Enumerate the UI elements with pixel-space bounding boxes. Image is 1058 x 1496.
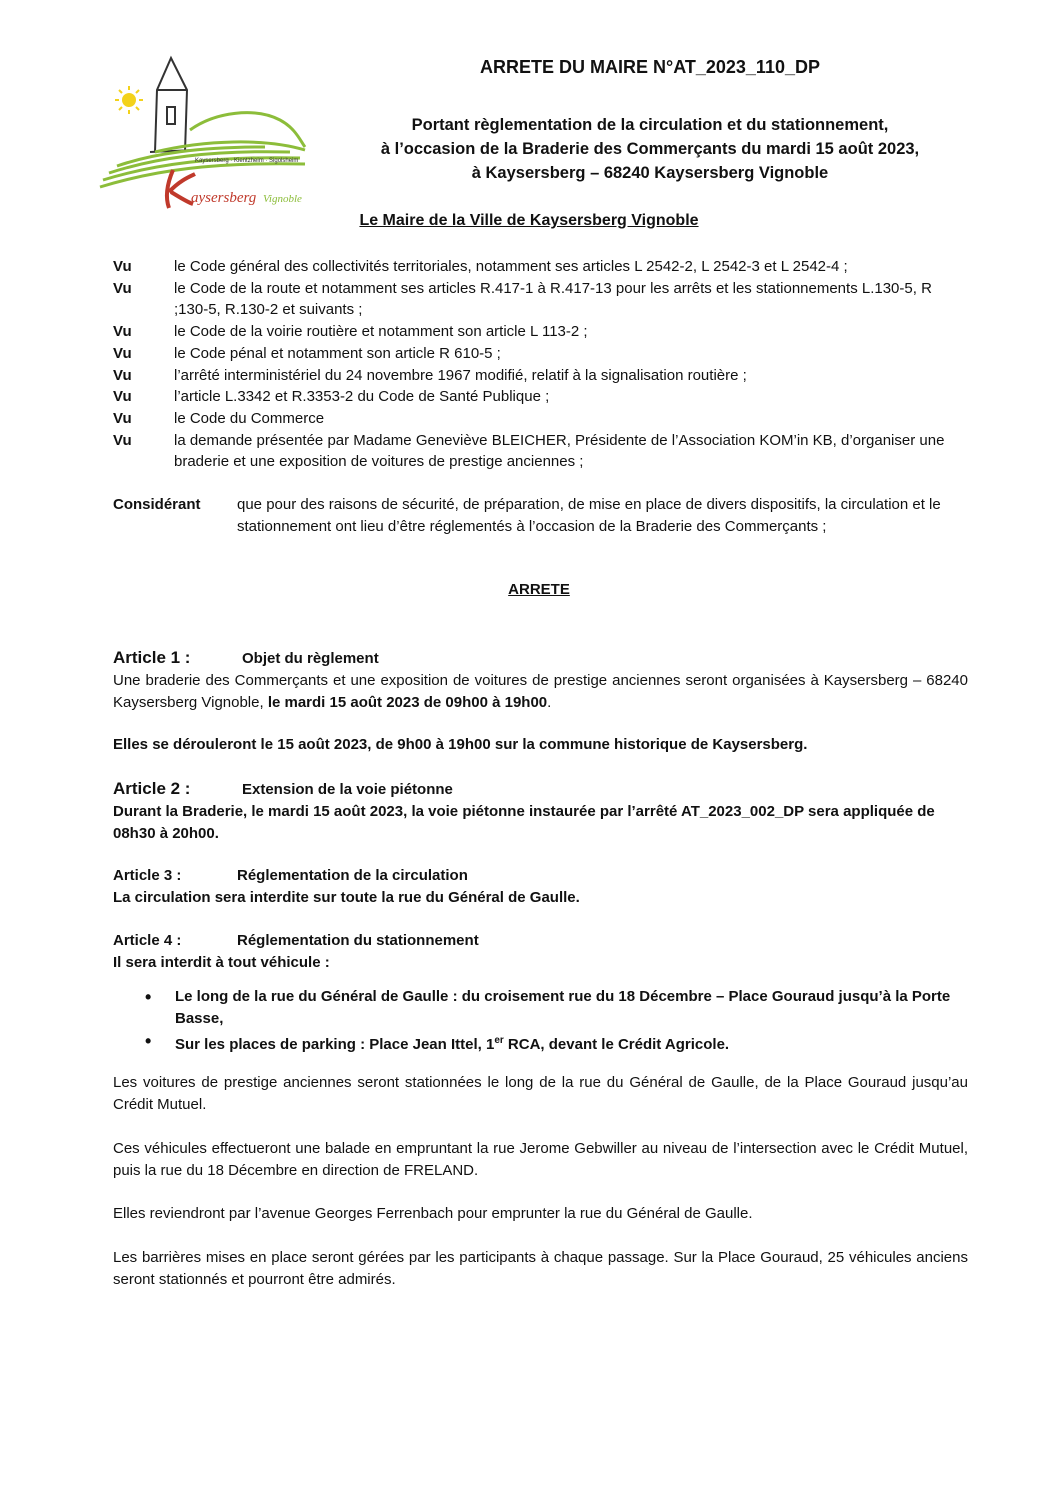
vu-list	[113, 256, 968, 473]
paragraph: Ces véhicules effectueront une balade en empruntant la rue Jerome Gebwiller au niveau de l’intersection avec le Crédit Mutuel, puis la rue du 18 Décembre en direction de FRELAND.	[113, 1140, 968, 1179]
vu-label: Vu	[113, 344, 132, 362]
article-1	[113, 647, 968, 714]
paragraph: Les barrières mises en place seront gérées par les participants à chaque passage. Sur la Place Gouraud, 25 véhicules anciens seront stationnés et pourront être admirés.	[113, 1249, 968, 1288]
article-number: Article 4 :	[113, 932, 182, 949]
vu-item	[113, 321, 968, 343]
article-title: Objet du règlement	[242, 650, 379, 667]
vu-text: l’arrêté interministériel du 24 novembre 1967 modifié, relatif à la signalisation routière ;	[174, 366, 747, 384]
article-title: Extension de la voie piétonne	[242, 781, 453, 798]
restriction-list	[113, 986, 968, 1056]
article-number: Article 1 :	[113, 648, 191, 667]
article-4	[113, 930, 968, 1056]
vu-text: le Code pénal et notamment son article R 610-5 ;	[174, 344, 501, 362]
svg-text:Vignoble: Vignoble	[263, 193, 302, 205]
list-item: • Le long de la rue du Général de Gaulle : du croisement rue du 18 Décembre – Place Gouraud jusqu’à la Porte Basse,	[113, 986, 968, 1030]
vu-item	[113, 386, 968, 408]
considerant-text: que pour des raisons de sécurité, de préparation, de mise en place de divers dispositifs, la circulation et le stationnement ont lieu d’être réglementés à l’occasion de la Braderie des Commerçants ;	[237, 496, 941, 535]
paragraph: Elles reviendront par l’avenue Georges Ferrenbach pour emprunter la rue du Général de Gaulle.	[113, 1205, 753, 1222]
vu-item	[113, 343, 968, 365]
vu-item	[113, 430, 968, 473]
decree-title: ARRETE DU MAIRE N°AT_2023_110_DP	[480, 57, 820, 77]
vu-label: Vu	[113, 409, 132, 427]
article-text: Une braderie des Commerçants et une exposition de voitures de prestige anciennes seront organisées à Kaysersberg – 68240 Kaysersberg Vignoble, le mardi 15 août 2023 de 09h00 à 19h00.	[113, 672, 968, 711]
article-text: La circulation sera interdite sur toute la rue du Général de Gaulle.	[113, 889, 580, 906]
vu-text: la demande présentée par Madame Geneviève BLEICHER, Présidente de l’Association KOM’in KB, d’organiser une braderie et une exposition de voitures de prestige anciennes ;	[174, 431, 945, 471]
kaysersberg-vignoble-logo	[95, 52, 310, 212]
article-intro: Il sera interdit à tout véhicule :	[113, 954, 330, 971]
vu-item	[113, 278, 968, 321]
article-title: Réglementation de la circulation	[237, 867, 468, 884]
article-2	[113, 778, 968, 845]
considerant	[113, 494, 968, 538]
vu-text: le Code général des collectivités territoriales, notamment ses articles L 2542-2, L 2542-3 et L 2542-4 ;	[174, 258, 848, 275]
mayor-heading: Le Maire de la Ville de Kaysersberg Vignoble	[359, 212, 699, 229]
vu-item	[113, 256, 968, 278]
subtitle-line: à l’occasion de la Braderie des Commerçants du mardi 15 août 2023,	[380, 140, 920, 158]
subtitle-line: Portant règlementation de la circulation et du stationnement,	[411, 116, 889, 134]
vu-item	[113, 408, 968, 430]
article-3	[113, 865, 968, 909]
vu-text: le Code de la route et notamment ses articles R.417-1 à R.417-13 pour les arrêts et les stationnements L.130-5, R ;130-5, R.130-2 et suivants ;	[174, 279, 932, 319]
vu-label: Vu	[113, 258, 132, 275]
vu-label: Vu	[113, 279, 132, 297]
article-text: Durant la Braderie, le mardi 15 août 2023, la voie piétonne instaurée par l’arrêté AT_2023_002_DP sera appliquée de 08h30 à 20h00.	[113, 803, 935, 842]
vu-label: Vu	[113, 323, 132, 341]
arrete-heading: ARRETE	[508, 581, 570, 598]
logo-tagline: Kaysersberg · Kientzheim · Sigolsheim	[195, 158, 299, 164]
paragraph: Les voitures de prestige anciennes seront stationnées le long de la rue du Général de Gaulle, de la Place Gouraud jusqu’au Crédit Mutuel.	[113, 1074, 968, 1113]
article-number: Article 3 :	[113, 867, 182, 884]
vu-label: Vu	[113, 366, 132, 384]
vu-item	[113, 365, 968, 387]
vu-label: Vu	[113, 431, 132, 449]
vu-text: le Code du Commerce	[174, 409, 325, 427]
vu-text: l’article L.3342 et R.3353-2 du Code de Santé Publique ;	[174, 388, 550, 406]
vu-text: le Code de la voirie routière et notamment son article L 113-2 ;	[174, 323, 588, 341]
considerant-label: Considérant	[113, 496, 201, 513]
decree-subtitle	[340, 113, 960, 185]
list-item: • Sur les places de parking : Place Jean Ittel, 1er RCA, devant le Crédit Agricole.	[113, 1030, 968, 1056]
article-title: Réglementation du stationnement	[237, 932, 479, 949]
subtitle-line: à Kaysersberg – 68240 Kaysersberg Vignoble	[471, 164, 829, 182]
vu-label: Vu	[113, 388, 132, 406]
svg-text:aysersberg: aysersberg	[191, 190, 257, 206]
article-1-note: Elles se dérouleront le 15 août 2023, de 9h00 à 19h00 sur la commune historique de Kaysersberg.	[113, 736, 808, 753]
article-number: Article 2 :	[113, 779, 191, 798]
